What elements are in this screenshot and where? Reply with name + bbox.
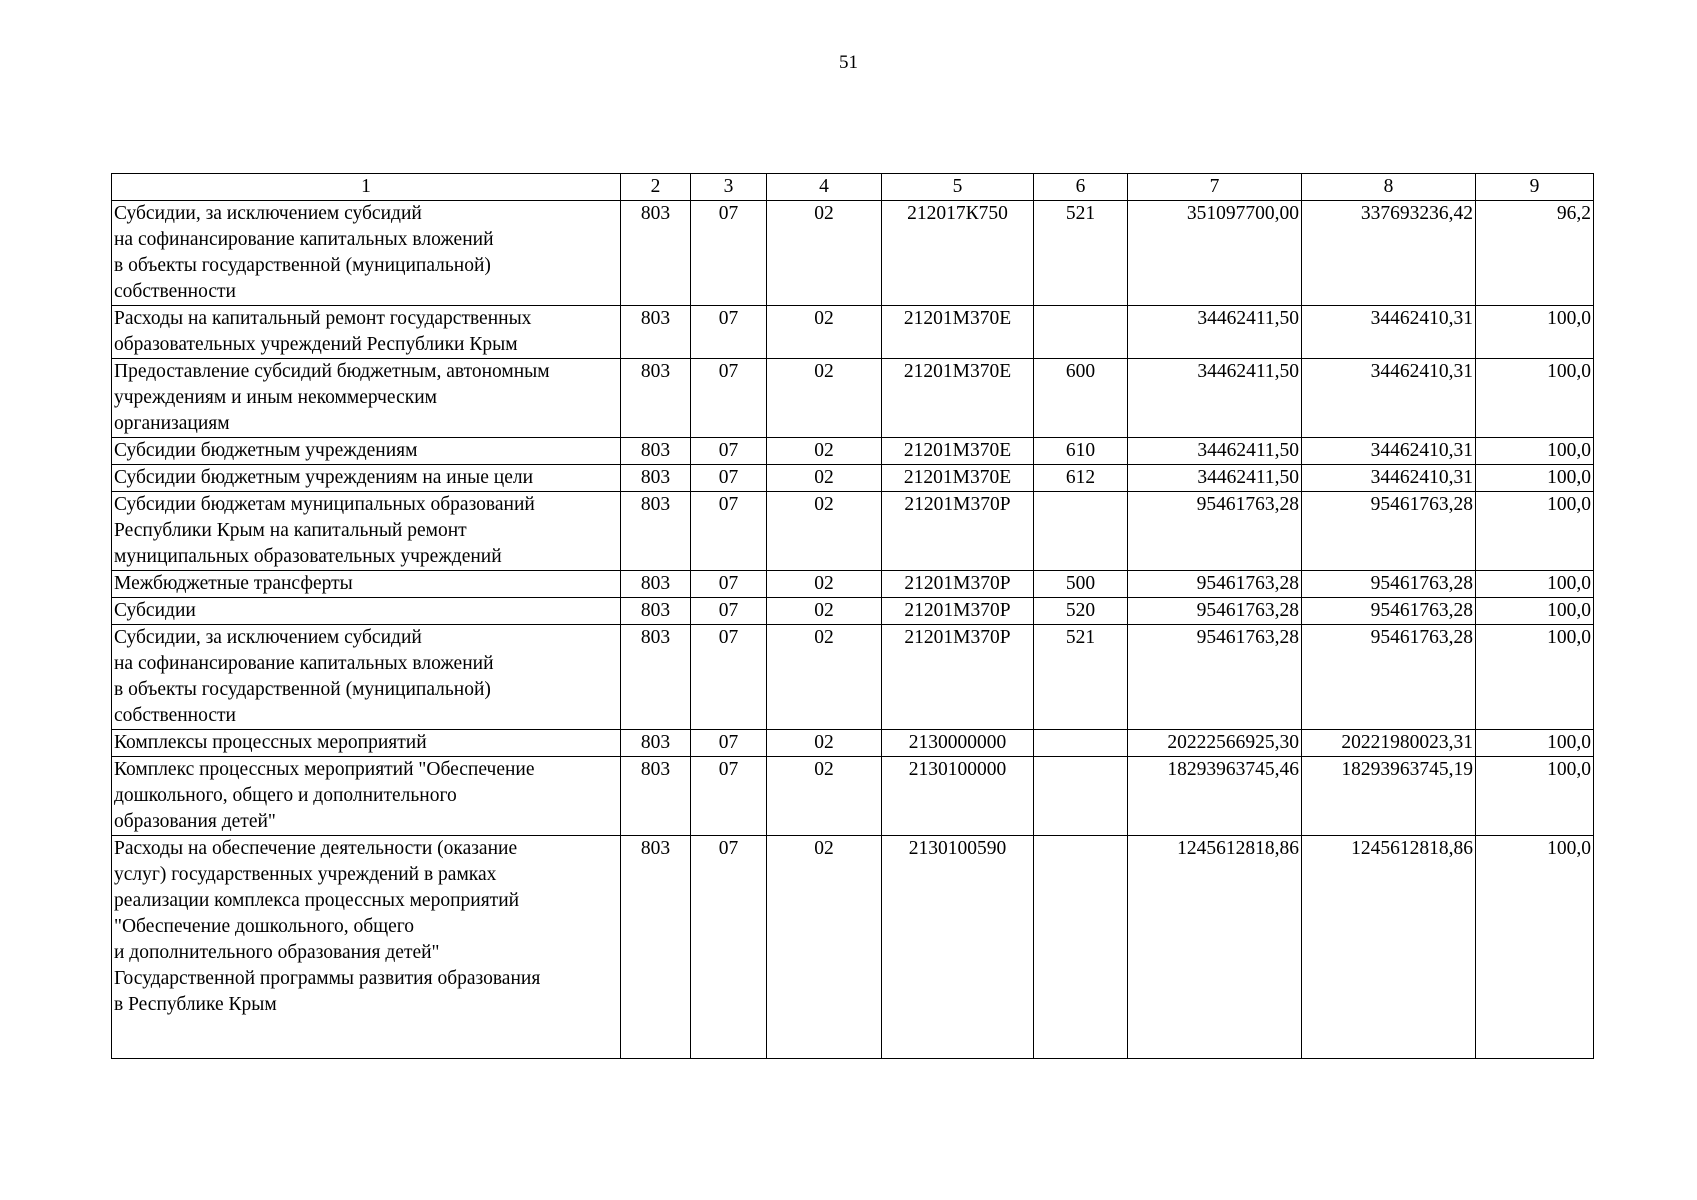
row-target-article: 21201М370Р <box>882 571 1034 598</box>
row-subsection: 02 <box>767 730 882 757</box>
row-target-article: 21201М370Е <box>882 306 1034 359</box>
row-name: Субсидии бюджетным учреждениям на иные цели <box>112 465 621 492</box>
row-admin-code: 803 <box>621 201 691 306</box>
row-execution-percent: 100,0 <box>1476 465 1594 492</box>
table-row <box>112 359 1594 438</box>
header-col-3: 3 <box>691 174 767 201</box>
row-expense-type: 600 <box>1034 359 1128 438</box>
row-admin-code: 803 <box>621 625 691 730</box>
row-subsection: 02 <box>767 571 882 598</box>
row-section: 07 <box>691 201 767 306</box>
row-subsection: 02 <box>767 625 882 730</box>
row-planned-amount: 20222566925,30 <box>1128 730 1302 757</box>
row-expense-type: 612 <box>1034 465 1128 492</box>
row-planned-amount: 34462411,50 <box>1128 359 1302 438</box>
row-executed-amount: 95461763,28 <box>1302 571 1476 598</box>
row-name: Субсидии, за исключением субсидий на софинансирование капитальных вложений в объекты государственной (муниципальной) собственности <box>112 625 621 730</box>
row-admin-code: 803 <box>621 492 691 571</box>
row-expense-type: 521 <box>1034 625 1128 730</box>
row-admin-code: 803 <box>621 598 691 625</box>
row-executed-amount: 95461763,28 <box>1302 625 1476 730</box>
row-name: Предоставление субсидий бюджетным, автономным учреждениям и иным некоммерческим организациям <box>112 359 621 438</box>
table-body <box>112 201 1594 1059</box>
row-executed-amount: 337693236,42 <box>1302 201 1476 306</box>
row-subsection: 02 <box>767 836 882 1059</box>
header-col-2: 2 <box>621 174 691 201</box>
row-expense-type <box>1034 492 1128 571</box>
budget-table <box>111 173 1594 1059</box>
row-planned-amount: 1245612818,86 <box>1128 836 1302 1059</box>
row-section: 07 <box>691 571 767 598</box>
row-executed-amount: 34462410,31 <box>1302 306 1476 359</box>
row-expense-type <box>1034 757 1128 836</box>
row-expense-type: 500 <box>1034 571 1128 598</box>
table-row <box>112 306 1594 359</box>
row-target-article: 21201М370Р <box>882 625 1034 730</box>
row-planned-amount: 95461763,28 <box>1128 492 1302 571</box>
row-execution-percent: 100,0 <box>1476 438 1594 465</box>
row-executed-amount: 95461763,28 <box>1302 492 1476 571</box>
row-planned-amount: 95461763,28 <box>1128 598 1302 625</box>
row-subsection: 02 <box>767 465 882 492</box>
table-row <box>112 438 1594 465</box>
row-execution-percent: 100,0 <box>1476 306 1594 359</box>
header-col-6: 6 <box>1034 174 1128 201</box>
row-admin-code: 803 <box>621 836 691 1059</box>
header-row <box>112 174 1594 201</box>
row-planned-amount: 18293963745,46 <box>1128 757 1302 836</box>
row-subsection: 02 <box>767 359 882 438</box>
table-row <box>112 571 1594 598</box>
row-execution-percent: 100,0 <box>1476 730 1594 757</box>
row-section: 07 <box>691 836 767 1059</box>
row-planned-amount: 95461763,28 <box>1128 571 1302 598</box>
row-planned-amount: 34462411,50 <box>1128 306 1302 359</box>
row-section: 07 <box>691 598 767 625</box>
row-admin-code: 803 <box>621 571 691 598</box>
row-planned-amount: 34462411,50 <box>1128 465 1302 492</box>
row-executed-amount: 34462410,31 <box>1302 359 1476 438</box>
row-admin-code: 803 <box>621 757 691 836</box>
row-section: 07 <box>691 730 767 757</box>
row-executed-amount: 20221980023,31 <box>1302 730 1476 757</box>
row-execution-percent: 100,0 <box>1476 359 1594 438</box>
row-name: Расходы на капитальный ремонт государственных образовательных учреждений Республики Крым <box>112 306 621 359</box>
row-admin-code: 803 <box>621 359 691 438</box>
row-expense-type <box>1034 836 1128 1059</box>
row-target-article: 2130000000 <box>882 730 1034 757</box>
row-name: Субсидии, за исключением субсидий на софинансирование капитальных вложений в объекты государственной (муниципальной) собственности <box>112 201 621 306</box>
row-section: 07 <box>691 306 767 359</box>
row-planned-amount: 34462411,50 <box>1128 438 1302 465</box>
row-admin-code: 803 <box>621 465 691 492</box>
row-section: 07 <box>691 359 767 438</box>
page-number: 51 <box>839 52 858 73</box>
row-subsection: 02 <box>767 757 882 836</box>
row-section: 07 <box>691 757 767 836</box>
row-target-article: 21201М370Е <box>882 438 1034 465</box>
table-row <box>112 492 1594 571</box>
row-name: Субсидии <box>112 598 621 625</box>
row-target-article: 21201М370Р <box>882 598 1034 625</box>
row-execution-percent: 100,0 <box>1476 598 1594 625</box>
header-col-8: 8 <box>1302 174 1476 201</box>
row-executed-amount: 34462410,31 <box>1302 465 1476 492</box>
header-col-5: 5 <box>882 174 1034 201</box>
row-subsection: 02 <box>767 438 882 465</box>
row-admin-code: 803 <box>621 438 691 465</box>
row-target-article: 21201М370Е <box>882 359 1034 438</box>
row-subsection: 02 <box>767 201 882 306</box>
row-execution-percent: 96,2 <box>1476 201 1594 306</box>
row-expense-type <box>1034 730 1128 757</box>
row-target-article: 21201М370Р <box>882 492 1034 571</box>
row-admin-code: 803 <box>621 306 691 359</box>
header-col-4: 4 <box>767 174 882 201</box>
row-expense-type <box>1034 306 1128 359</box>
row-target-article: 2130100000 <box>882 757 1034 836</box>
row-target-article: 21201М370Е <box>882 465 1034 492</box>
row-execution-percent: 100,0 <box>1476 836 1594 1059</box>
row-name: Субсидии бюджетным учреждениям <box>112 438 621 465</box>
header-col-7: 7 <box>1128 174 1302 201</box>
row-executed-amount: 34462410,31 <box>1302 438 1476 465</box>
row-admin-code: 803 <box>621 730 691 757</box>
row-target-article: 2130100590 <box>882 836 1034 1059</box>
table-header <box>112 174 1594 201</box>
table-row <box>112 598 1594 625</box>
row-subsection: 02 <box>767 598 882 625</box>
row-executed-amount: 18293963745,19 <box>1302 757 1476 836</box>
row-name: Расходы на обеспечение деятельности (оказание услуг) государственных учреждений в рамках реализации комплекса процессных мероприятий "Обеспечение дошкольного, общего и дополнительного образования детей" Государственной программы развития образования в Республике Крым <box>112 836 621 1059</box>
row-section: 07 <box>691 465 767 492</box>
row-expense-type: 520 <box>1034 598 1128 625</box>
table-row <box>112 201 1594 306</box>
row-planned-amount: 95461763,28 <box>1128 625 1302 730</box>
row-execution-percent: 100,0 <box>1476 571 1594 598</box>
row-execution-percent: 100,0 <box>1476 757 1594 836</box>
header-col-9: 9 <box>1476 174 1594 201</box>
row-name: Комплексы процессных мероприятий <box>112 730 621 757</box>
row-expense-type: 610 <box>1034 438 1128 465</box>
row-subsection: 02 <box>767 492 882 571</box>
row-execution-percent: 100,0 <box>1476 625 1594 730</box>
row-executed-amount: 95461763,28 <box>1302 598 1476 625</box>
table-row <box>112 730 1594 757</box>
row-expense-type: 521 <box>1034 201 1128 306</box>
row-planned-amount: 351097700,00 <box>1128 201 1302 306</box>
row-section: 07 <box>691 625 767 730</box>
table-row <box>112 836 1594 1059</box>
row-execution-percent: 100,0 <box>1476 492 1594 571</box>
table-row <box>112 465 1594 492</box>
row-target-article: 212017К750 <box>882 201 1034 306</box>
table-row <box>112 625 1594 730</box>
row-section: 07 <box>691 438 767 465</box>
row-executed-amount: 1245612818,86 <box>1302 836 1476 1059</box>
row-name: Комплекс процессных мероприятий "Обеспечение дошкольного, общего и дополнительного образования детей" <box>112 757 621 836</box>
table-row <box>112 757 1594 836</box>
header-col-1: 1 <box>112 174 621 201</box>
row-subsection: 02 <box>767 306 882 359</box>
row-name: Субсидии бюджетам муниципальных образований Республики Крым на капитальный ремонт муниципальных образовательных учреждений <box>112 492 621 571</box>
row-section: 07 <box>691 492 767 571</box>
row-name: Межбюджетные трансферты <box>112 571 621 598</box>
